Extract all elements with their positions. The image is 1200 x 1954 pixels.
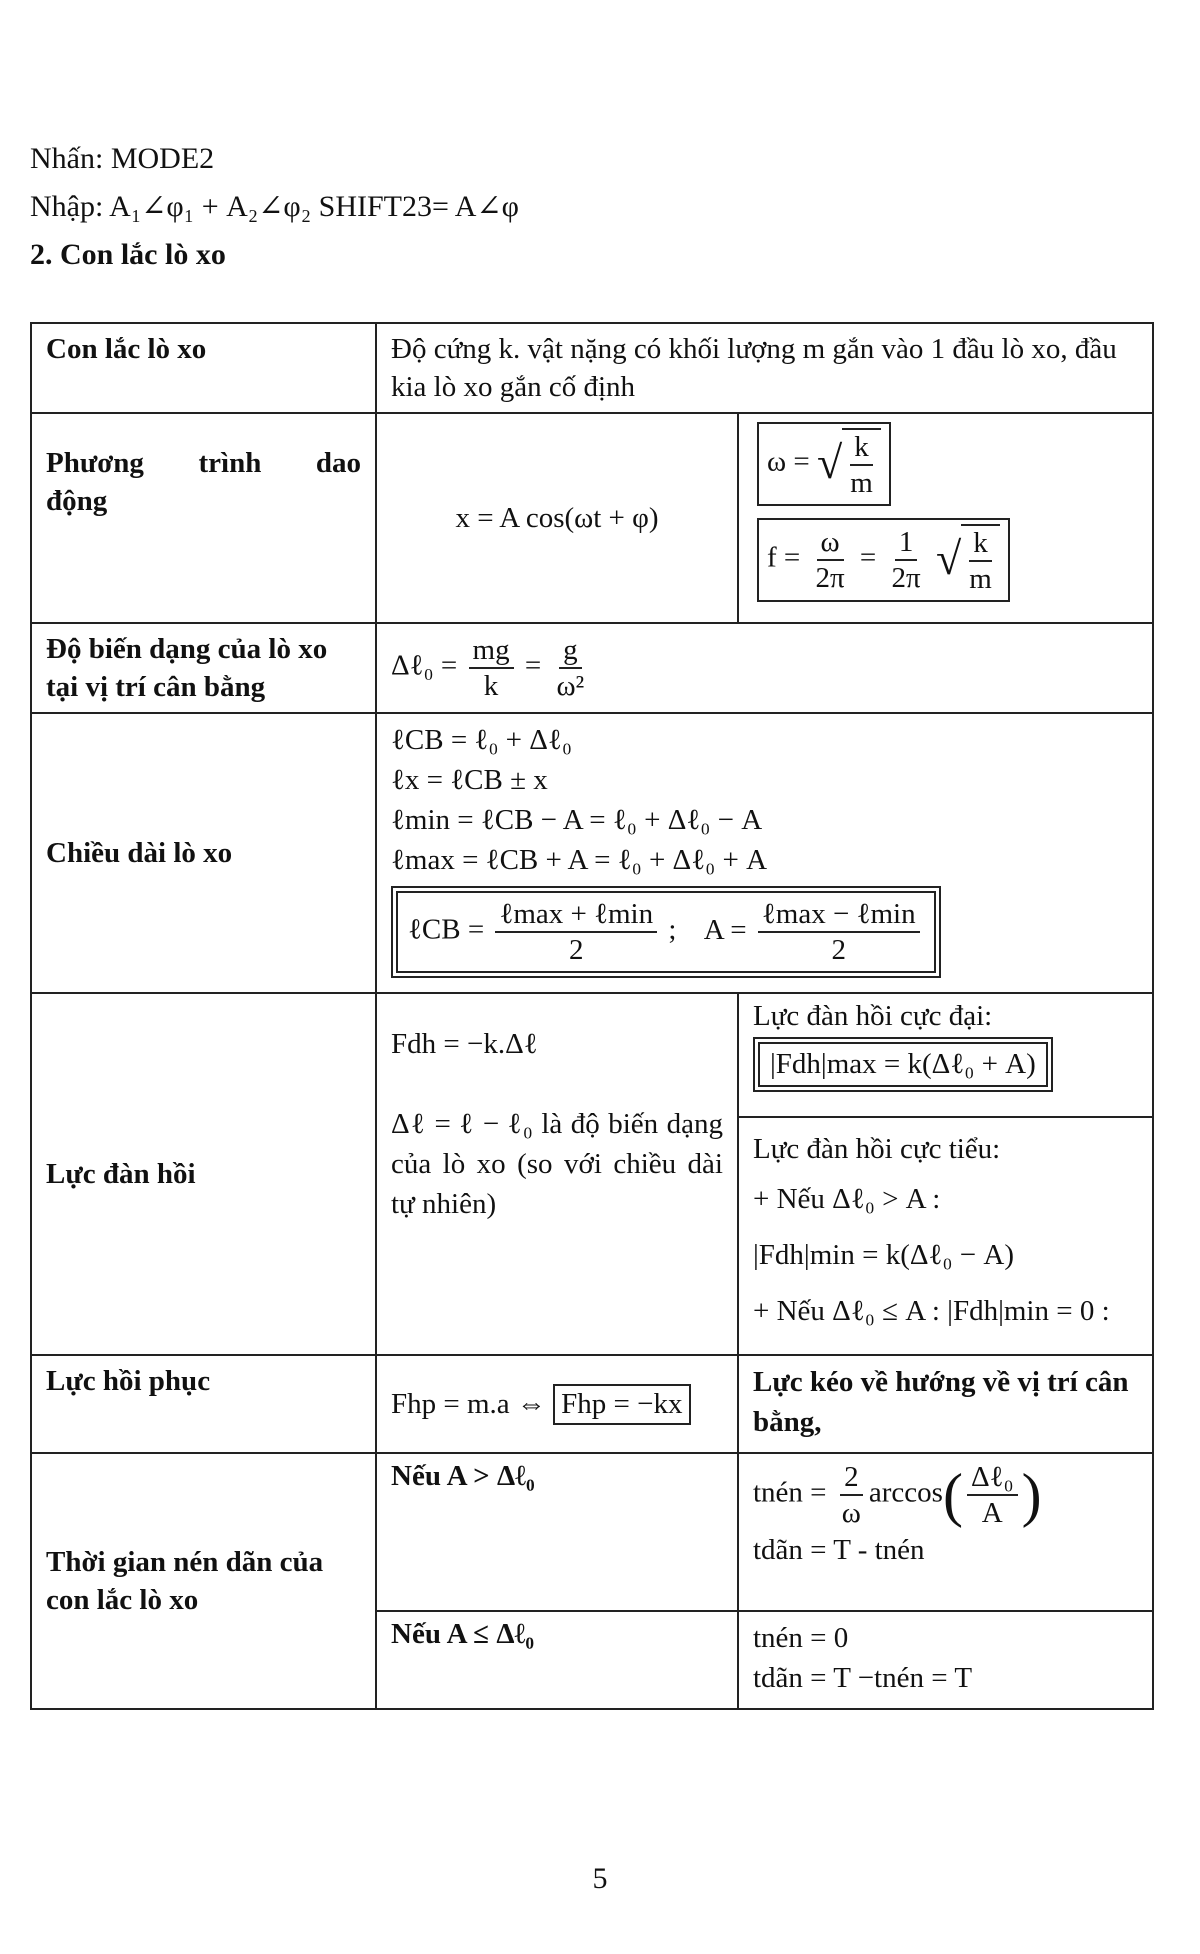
- row-compress-time-1: [31, 1453, 1153, 1611]
- t-compress-lhs: tnén =: [753, 1476, 827, 1509]
- compress-cond2: Nếu A ≤ Δℓ₀: [376, 1611, 738, 1709]
- intro-block: [30, 135, 519, 279]
- label-equation-line1: Phương trình dao: [46, 447, 361, 479]
- f-sqrt-den: m: [969, 563, 992, 595]
- label-definition: Con lắc lò xo: [31, 323, 376, 413]
- label-compress-time: Thời gian nén dãn của con lắc lò xo: [31, 1453, 376, 1709]
- label-restoring-force: Lực hồi phục: [31, 1355, 376, 1453]
- box-lhs2: A =: [703, 913, 747, 946]
- length-max: ℓmax = ℓCB + A = ℓ₀ + Δℓ₀ + A: [391, 844, 768, 876]
- elastic-force-desc: Δℓ = ℓ − ℓ₀ là độ biến dạng của lò xo (so với chiều dài tự nhiên): [391, 1108, 723, 1220]
- restoring-box: Fhp = −kx: [553, 1384, 690, 1425]
- omega-den: m: [850, 467, 873, 499]
- elastic-min-title: Lực đàn hồi cực tiểu:: [753, 1133, 1001, 1165]
- equation-x: x = A cos(ωt + φ): [455, 501, 659, 534]
- omega-f-cell: [738, 413, 1153, 623]
- row-restoring-force: [31, 1355, 1153, 1453]
- t-compress-arg-den: A: [981, 1497, 1003, 1529]
- compress-formula-cell-2: [738, 1611, 1153, 1709]
- elastic-max-formula: |Fdh|max = k(Δℓ₀ + A): [758, 1042, 1048, 1087]
- restoring-eq-text: Fhp = m.a ⇔: [391, 1387, 546, 1420]
- label-elastic-force: Lực đàn hồi: [31, 993, 376, 1355]
- intro-line-mode: Nhấn: MODE2: [30, 142, 215, 175]
- length-formulas: [376, 713, 1153, 993]
- f-sqrt: √ $\frac{k}{m}$: [936, 524, 1000, 596]
- length-box: [391, 886, 941, 978]
- omega-box: [757, 422, 891, 506]
- t-stretch-formula: tdãn = T - tnén: [753, 1534, 925, 1566]
- elastic-min-case1: + Nếu Δℓ₀ > A :: [753, 1183, 941, 1215]
- box-sep: ;: [668, 913, 677, 946]
- box-num2: ℓmax − ℓmin: [758, 897, 920, 933]
- f-den2: 2π: [891, 562, 921, 594]
- equation-cell: [376, 413, 738, 623]
- deformation-num2: g: [559, 633, 582, 669]
- deformation-den2: ω²: [556, 670, 585, 702]
- t-compress-arccos: arccos: [868, 1476, 943, 1509]
- t-compress-arg-num: Δℓ₀: [967, 1460, 1018, 1496]
- deformation-den1: k: [483, 670, 499, 702]
- box-num1: ℓmax + ℓmin: [495, 897, 657, 933]
- intro-input-prefix: Nhập:: [30, 190, 110, 223]
- frequency-box: [757, 518, 1010, 602]
- intro-line-input: [30, 183, 519, 231]
- deformation-num1: mg: [469, 633, 514, 669]
- elastic-force-eq: Fdh = −k.Δℓ: [391, 1028, 538, 1060]
- label-length: Chiều dài lò xo: [31, 713, 376, 993]
- elastic-min-case2: + Nếu Δℓ₀ ≤ A : |Fdh|min = 0 :: [753, 1295, 1110, 1327]
- row-deformation: [31, 623, 1153, 713]
- definition-text: Độ cứng k. vật nặng có khối lượng m gắn vào 1 đầu lò xo, đầu kia lò xo gắn cố định: [376, 323, 1153, 413]
- length-x: ℓx = ℓCB ± x: [391, 764, 548, 796]
- box-den2: 2: [831, 934, 846, 966]
- t-compress-den: ω: [841, 1497, 861, 1529]
- omega-lhs: ω =: [767, 445, 810, 478]
- page-number: 5: [592, 1862, 608, 1895]
- f-num2: 1: [895, 525, 918, 561]
- spring-pendulum-table: [30, 322, 1154, 1710]
- restoring-force-note: Lực kéo về hướng về vị trí cân bằng,: [738, 1355, 1153, 1453]
- compress-cond1: Nếu A > Δℓ₀: [376, 1453, 738, 1611]
- elastic-force-right: [738, 993, 1153, 1355]
- restoring-force-eq: [376, 1355, 738, 1453]
- f-num1: ω: [817, 525, 844, 561]
- elastic-min-cell: [739, 1118, 1152, 1342]
- f-den1: 2π: [815, 562, 845, 594]
- deformation-eq: =: [524, 649, 542, 682]
- deformation-formula: [376, 623, 1153, 713]
- box-lhs1: ℓCB =: [408, 913, 485, 946]
- row-length: [31, 713, 1153, 993]
- elastic-force-left: [376, 993, 738, 1355]
- t-compress-zero: tnén = 0: [753, 1622, 849, 1654]
- elastic-max-title: Lực đàn hồi cực đại:: [753, 1000, 993, 1032]
- elastic-max-box: [753, 1037, 1053, 1092]
- f-eq: =: [859, 541, 877, 574]
- omega-num: k: [850, 430, 873, 466]
- intro-input-formula: A₁∠φ₁ + A₂∠φ₂ SHIFT23= A∠φ: [109, 190, 519, 223]
- t-compress-num: 2: [840, 1460, 863, 1496]
- omega-sqrt: √ $\frac{k}{m}$: [817, 428, 881, 500]
- section-heading: 2. Con lắc lò xo: [30, 238, 226, 271]
- elastic-max-cell: [739, 994, 1152, 1118]
- f-sqrt-num: k: [969, 526, 992, 562]
- label-equation-line2: động: [46, 485, 108, 517]
- t-stretch-full: tdãn = T −tnén = T: [753, 1662, 973, 1694]
- compress-formula-cell: [738, 1453, 1153, 1611]
- length-cb: ℓCB = ℓ₀ + Δℓ₀: [391, 724, 572, 756]
- t-compress-formula: tnén = $\frac{2}{\omega}$ arccos( $\frac{\text{Δℓ₀}}{A}$ ): [753, 1461, 1042, 1529]
- deformation-lhs: Δℓ₀ =: [391, 649, 458, 682]
- elastic-min-formula: |Fdh|min = k(Δℓ₀ − A): [753, 1239, 1014, 1271]
- row-elastic-force: [31, 993, 1153, 1355]
- label-deformation: Độ biến dạng của lò xo tại vị trí cân bằng: [31, 623, 376, 713]
- row-definition: [31, 323, 1153, 413]
- box-den1: 2: [569, 934, 584, 966]
- length-min: ℓmin = ℓCB − A = ℓ₀ + Δℓ₀ − A: [391, 804, 763, 836]
- label-equation: [31, 413, 376, 623]
- f-lhs: f =: [767, 541, 801, 574]
- row-equation: [31, 413, 1153, 623]
